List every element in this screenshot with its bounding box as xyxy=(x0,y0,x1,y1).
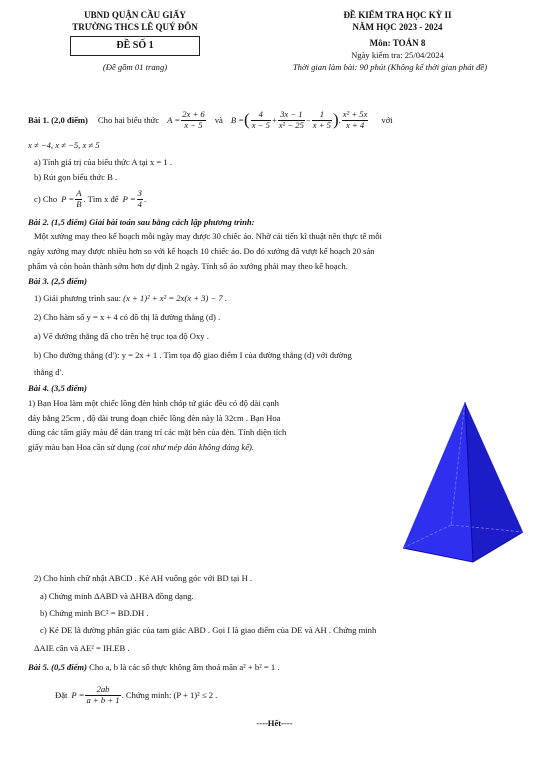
bai3-q1-equation: (x + 1)² + x² = 2x(x + 3) − 7 . xyxy=(123,293,227,303)
bai2-line2: ngày xưởng may được nhiều hơn so với kế hoạch 10 chiếc áo. Do đó xưởng đã vượt kế hoạch 20 sản xyxy=(28,246,375,256)
bai5-header xyxy=(28,662,531,673)
bai4-q2b: b) Chứng minh BC² = BD.DH . xyxy=(40,608,149,618)
part-c-prefix: c) Cho xyxy=(34,193,58,204)
b-term3-den: x + 5 xyxy=(312,119,331,130)
exam-date: Ngày kiểm tra: 25/04/2024 xyxy=(351,50,444,60)
b-term4-den: x + 4 xyxy=(345,119,365,130)
bai4-q1-note: (coi như mép dán không đáng kể). xyxy=(136,442,255,453)
bai1-intro: Cho hai biểu thức xyxy=(97,114,160,125)
b-term3-num: 1 xyxy=(312,110,332,120)
p-value-den: 4 xyxy=(137,198,142,209)
bai5-p-num: 2ab xyxy=(85,685,120,695)
part-c-mid: . Tìm x để xyxy=(83,193,119,204)
let-word: Đặt xyxy=(55,689,68,700)
bai4-q1-line1: 1) Bạn Hoa làm một chiếc lồng đèn hình chóp tứ giác đều có độ dài cạnh xyxy=(28,398,279,408)
bai3-q1 xyxy=(34,293,531,304)
exam-code-box xyxy=(70,36,200,56)
b-term4-num: x² + 5x xyxy=(342,109,368,120)
b-term1-num: 4 xyxy=(251,110,271,120)
exam-title: ĐỀ KIỂM TRA HỌC KỲ II xyxy=(343,10,452,20)
bai2-line1: Một xưởng may theo kế hoạch mỗi ngày may được 30 chiếc áo. Nhờ cải tiến kĩ thuật nên thực tế mỗi xyxy=(34,231,382,241)
b-term3 xyxy=(312,110,332,129)
p-num: A xyxy=(76,188,82,199)
bai4-q1-line2: đáy bằng 25cm , độ dài trung đoạn chiếc lồng đèn này là 32cm . Bạn Hoa xyxy=(28,412,281,423)
p-fraction xyxy=(75,189,82,208)
school-district: UBND QUẬN CẦU GIẤY xyxy=(84,10,186,20)
bai3-q2: 2) Cho hàm số y = x + 4 có đồ thị là đường thẳng (d) . xyxy=(34,312,221,322)
exam-time: Thời gian làm bài: 90 phút (Không kể thời gian phát đề) xyxy=(292,62,488,72)
and-word: và xyxy=(214,114,223,125)
bai4-q1-line4-text: giấy màu bạn Hoa cần sử dụng xyxy=(28,442,135,453)
p-den: B xyxy=(76,198,82,209)
bai5-title: Bài 5. (0,5 điểm) xyxy=(28,662,87,672)
bai1-header: Bài 1. (2,0 điểm) Cho hai biểu thức A = $\frac{2x + 6}{x - 5}$ và B = ( $\frac{4}{x - 5}$ + $\frac{3x - 1}{\text{x² − 25}}$ − $\frac{1}{x + 5}$ ) . $\frac{\text{x² + 5x}}{x + 4}$ với xyxy=(28,109,393,130)
p-value-num: 3 xyxy=(137,188,142,199)
subject: Môn: TOÁN 8 xyxy=(369,38,426,48)
expr-b-label: B = xyxy=(230,114,245,125)
bai5-p-fraction xyxy=(85,685,120,704)
bai5-p-label: P = xyxy=(71,689,85,700)
bai1-part-b: b) Rút gọn biểu thức B . xyxy=(34,172,118,182)
bai4-q2a: a) Chứng minh ΔABD và ΔHBA đồng dạng. xyxy=(40,591,194,601)
bai1-part-a: a) Tính giá trị của biểu thức A tại x = 1 . xyxy=(34,157,172,167)
bai4-q1 xyxy=(28,398,388,453)
page-note: (Đề gồm 01 trang) xyxy=(102,62,168,72)
end-marker: ----Hết---- xyxy=(256,718,293,728)
bai5-intro: Cho a, b là các số thực không âm thoả mãn a² + b² = 1 . xyxy=(89,662,280,672)
bai2-line3: phẩm và còn hoàn thành sớm hơn dự định 2 ngày. Tính số áo xưởng phải may theo kế hoạch. xyxy=(28,261,348,271)
b-term2 xyxy=(278,110,305,129)
exam-code: ĐỀ SỐ 1 xyxy=(116,40,154,51)
b-term1 xyxy=(251,110,271,129)
expr-a-fraction xyxy=(181,110,206,129)
bai2-title: Bài 2. (1,5 điểm) Giải bài toán sau bằng cách lập phương trình: xyxy=(28,217,255,227)
school-name: TRƯỜNG THCS LÊ QUÝ ĐÔN xyxy=(72,22,198,32)
p-value-fraction xyxy=(137,189,143,208)
bai1-title: Bài 1. (2,0 điểm) xyxy=(28,114,88,125)
bai4-q1-line3: dùng các tấm giấy màu để dán trang trí các mặt bên của đèn. Tính diện tích xyxy=(28,427,287,438)
b-term4 xyxy=(342,110,369,129)
bai5-statement xyxy=(55,682,531,708)
b-term1-den: x − 5 xyxy=(251,119,270,130)
bai5-prove: . Chứng minh: (P + 1)² ≤ 2 . xyxy=(121,689,218,700)
bai4-title: Bài 4. (3,5 điểm) xyxy=(28,383,87,393)
expr-a-label: A = xyxy=(167,114,181,125)
bai1-condition: x ≠ −4, x ≠ −5, x ≠ 5 xyxy=(28,140,100,150)
expr-a-num: 2x + 6 xyxy=(182,109,205,120)
part-c-end: . xyxy=(143,193,147,204)
b-term2-den: x² − 25 xyxy=(278,119,304,130)
bai4-q2c-line1: c) Kẻ DE là đường phân giác của tam giác ABD . Gọi I là giao điểm của DE và AH . Chứng minh xyxy=(40,625,377,635)
bai4-q2c-line2: ΔAIE cân và AE² = IH.EB . xyxy=(34,643,130,653)
expr-a-den: x − 5 xyxy=(184,119,203,130)
pyramid-face-front xyxy=(403,402,473,562)
b-term2-num: 3x − 1 xyxy=(278,110,305,120)
bai4-q2: 2) Cho hình chữ nhật ABCD . Kẻ AH vuông góc với BD tại H . xyxy=(34,573,253,583)
bai3-q1-prefix: 1) Giải phương trình sau: xyxy=(34,293,122,303)
paren-open: ( xyxy=(244,110,250,130)
pyramid-figure xyxy=(395,400,530,565)
bai3-title: Bài 3. (2,5 điểm) xyxy=(28,276,87,286)
school-year: NĂM HỌC 2023 - 2024 xyxy=(352,22,443,32)
bai1-part-c xyxy=(34,186,531,212)
pyramid-face-right xyxy=(465,402,523,562)
with-word: với xyxy=(381,114,393,125)
p-label: P = xyxy=(61,193,75,204)
bai4-q1-line4 xyxy=(28,442,388,453)
bai3-q2b-line1: b) Cho đường thẳng (d′): y = 2x + 1 . Tìm tọa độ giao điểm I của đường thẳng (d) với đường xyxy=(34,350,352,360)
bai3-q2b-line2: thẳng d′. xyxy=(34,367,64,377)
bai5-p-den: a + b + 1 xyxy=(86,694,120,705)
p-label-2: P = xyxy=(122,193,136,204)
bai3-q2a: a) Vẽ đường thẳng đã cho trên hệ trục tọa độ Oxy . xyxy=(34,331,209,341)
paren-close: ) xyxy=(332,110,339,130)
